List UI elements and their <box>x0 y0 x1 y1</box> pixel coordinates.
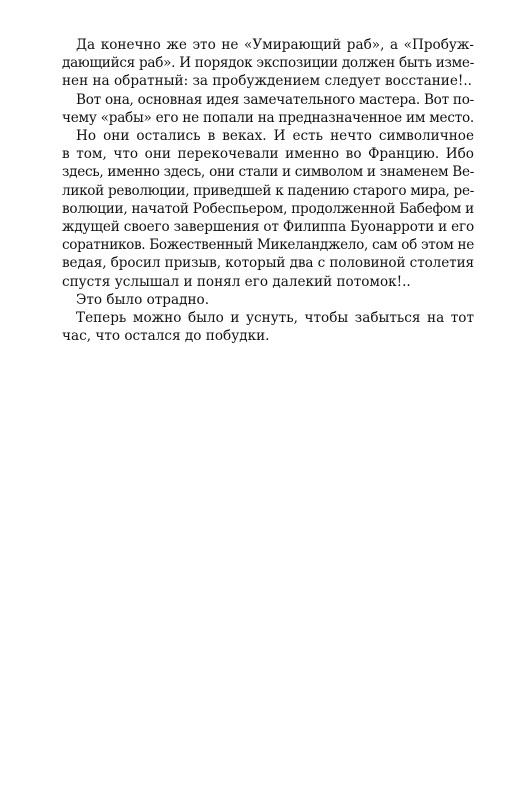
text-line: в том, что они перекочевали именно во Францию. Ибо <box>62 146 474 163</box>
text-line: волюции, начатой Робеспьером, продолженной Бабефом и <box>62 200 474 217</box>
page-text <box>62 36 474 345</box>
text-line: час, что остался до побудки. <box>62 328 270 345</box>
text-line: Это было отрадно. <box>76 291 210 308</box>
text-line: нен на обратный: за пробуждением следует восстание!.. <box>62 73 472 90</box>
text-line: ведая, бросил призыв, который два с половиной столетия <box>62 255 474 272</box>
text-line: Теперь можно было и уснуть, чтобы забыться на тот <box>76 310 474 327</box>
text-line: здесь, именно здесь, они стали и символом и знаменем Ве- <box>62 164 474 181</box>
text-line: Да конечно же это не «Умирающий раб», а «Пробуж- <box>76 37 474 53</box>
text-line: спустя услышал и понял его далекий потомок!.. <box>62 273 411 290</box>
text-line: дающийся раб». И порядок экспозиции должен быть изме- <box>62 55 474 72</box>
text-line: ждущей своего завершения от Филиппа Буонарроти и его <box>62 219 474 236</box>
text-line: соратников. Божественный Микеланджело, сам об этом не <box>62 237 474 254</box>
text-line: чему «рабы» его не попали на предназначенное им место. <box>62 109 474 126</box>
text-line: Но они остались в веках. И есть нечто символичное <box>76 128 474 145</box>
text-line: Вот она, основная идея замечательного мастера. Вот по- <box>76 91 474 108</box>
text-line: ликой революции, приведшей к падению старого мира, ре- <box>62 182 474 199</box>
